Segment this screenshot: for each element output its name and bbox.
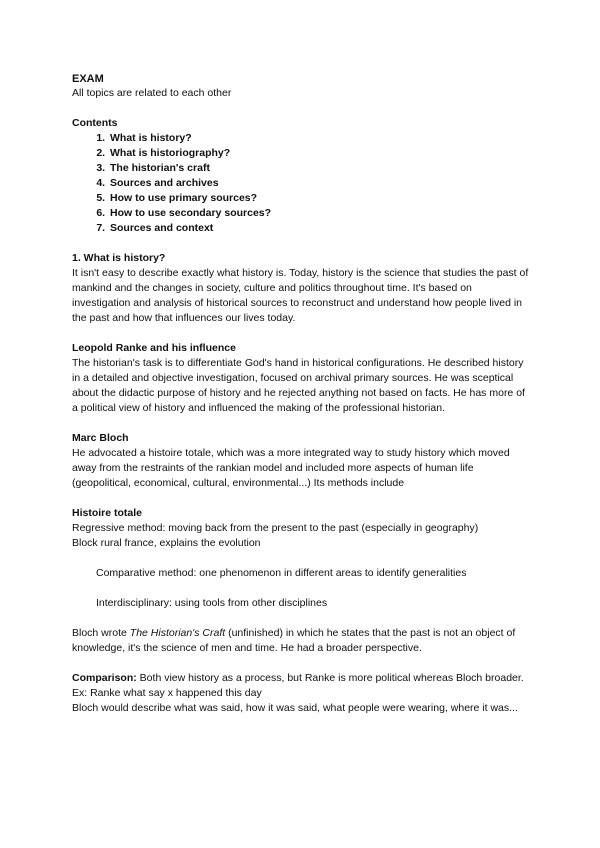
contents-item: 4. Sources and archives xyxy=(108,176,532,191)
document-title: EXAM xyxy=(72,73,104,85)
craft-before: Bloch wrote xyxy=(72,627,130,639)
section-1-heading: 1. What is history? xyxy=(72,252,166,264)
contents-heading: Contents xyxy=(72,117,118,129)
craft-book-title: The Historian's Craft xyxy=(129,627,226,639)
histoire-totale-heading: Histoire totale xyxy=(72,507,143,519)
historians-craft-paragraph xyxy=(72,626,532,656)
contents-item: 5. How to use primary sources? xyxy=(108,191,532,206)
ranke-text: The historian's task is to differentiate God's hand in historical configurations. He described history in a detailed and objective investigation, focused on archival primary sources. He was sceptical about the didactic purpose of history and he rejected anything not based on facts. He has more of a political view of history and influenced the making of the professional historian. xyxy=(72,357,525,414)
comparison-label: Comparison: xyxy=(72,672,137,684)
example-line: Ex: Ranke what say x happened this day xyxy=(72,687,262,699)
bloch-describe-line: Bloch would describe what was said, how it was said, what people were wearing, where it was... xyxy=(72,702,518,714)
comparison-text: Both view history as a process, but Ranke is more political whereas Bloch broader. xyxy=(136,672,524,684)
document-page xyxy=(72,72,532,716)
bloch-text: He advocated a histoire totale, which was a more integrated way to study history which moved away from the restraints of the rankian model and included more aspects of human life (geopolitical, economical, cultural, environmental...) Its methods include xyxy=(72,447,510,489)
contents-item: 7. Sources and context xyxy=(108,221,532,236)
block-rural-note: Block rural france, explains the evolution xyxy=(72,537,261,549)
contents-item: 1. What is history? xyxy=(108,131,532,146)
section-1-text: It isn't easy to describe exactly what history is. Today, history is the science that studies the past of mankind and the changes in society, culture and politics throughout time. It's based on investigation and analysis of historical sources to reconstruct and understand how people lived in the past and how that influences our lives today. xyxy=(72,267,529,324)
regressive-method: Regressive method: moving back from the present to the past (especially in geography) xyxy=(72,522,479,534)
ranke-heading: Leopold Ranke and his influence xyxy=(72,342,236,354)
comparative-method: Comparative method: one phenomenon in different areas to identify generalities xyxy=(96,567,467,579)
craft-after: (unfinished) in which he states that the past is not an object of knowledge, it's the science of men and time. He had a broader perspective. xyxy=(72,627,516,654)
bloch-heading: Marc Bloch xyxy=(72,432,129,444)
contents-item: 3. The historian's craft xyxy=(108,161,532,176)
contents-list xyxy=(72,131,532,236)
comparison-paragraph xyxy=(72,671,532,686)
document-subtitle: All topics are related to each other xyxy=(72,87,232,99)
contents-item: 2. What is historiography? xyxy=(108,146,532,161)
interdisciplinary-method: Interdisciplinary: using tools from other disciplines xyxy=(96,597,328,609)
contents-item: 6. How to use secondary sources? xyxy=(108,206,532,221)
